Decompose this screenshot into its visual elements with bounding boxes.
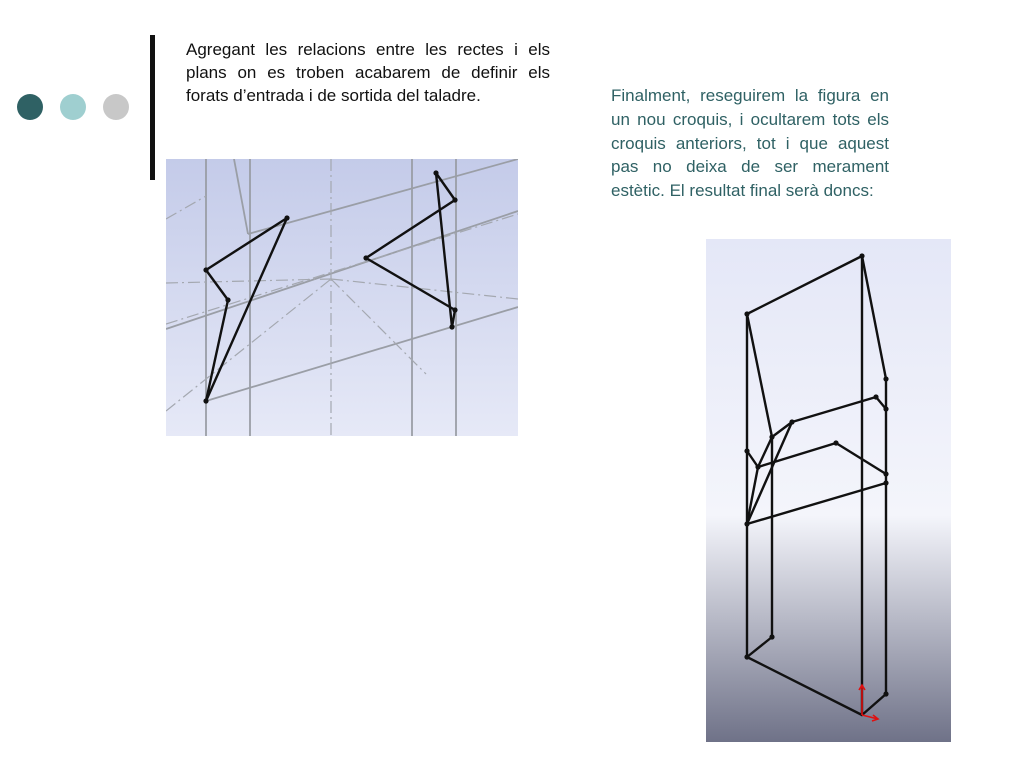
decor-dot-dark (17, 94, 43, 120)
decor-dot-mid (60, 94, 86, 120)
right-paragraph: Finalment, reseguirem la figura en un nou croquis, i ocultarem tots els croquis anteriors, tot i que aquest pas no deixa de ser merament estètic. El resultat final serà doncs: (611, 86, 889, 201)
vertical-divider-bar (150, 35, 155, 180)
decor-dot-light (103, 94, 129, 120)
sketch-figure (166, 159, 518, 436)
result-figure (706, 239, 951, 742)
left-paragraph: Agregant les relacions entre les rectes i els plans on es troben acabarem de definir els forats d’entrada i de sortida del taladre. (186, 40, 550, 105)
